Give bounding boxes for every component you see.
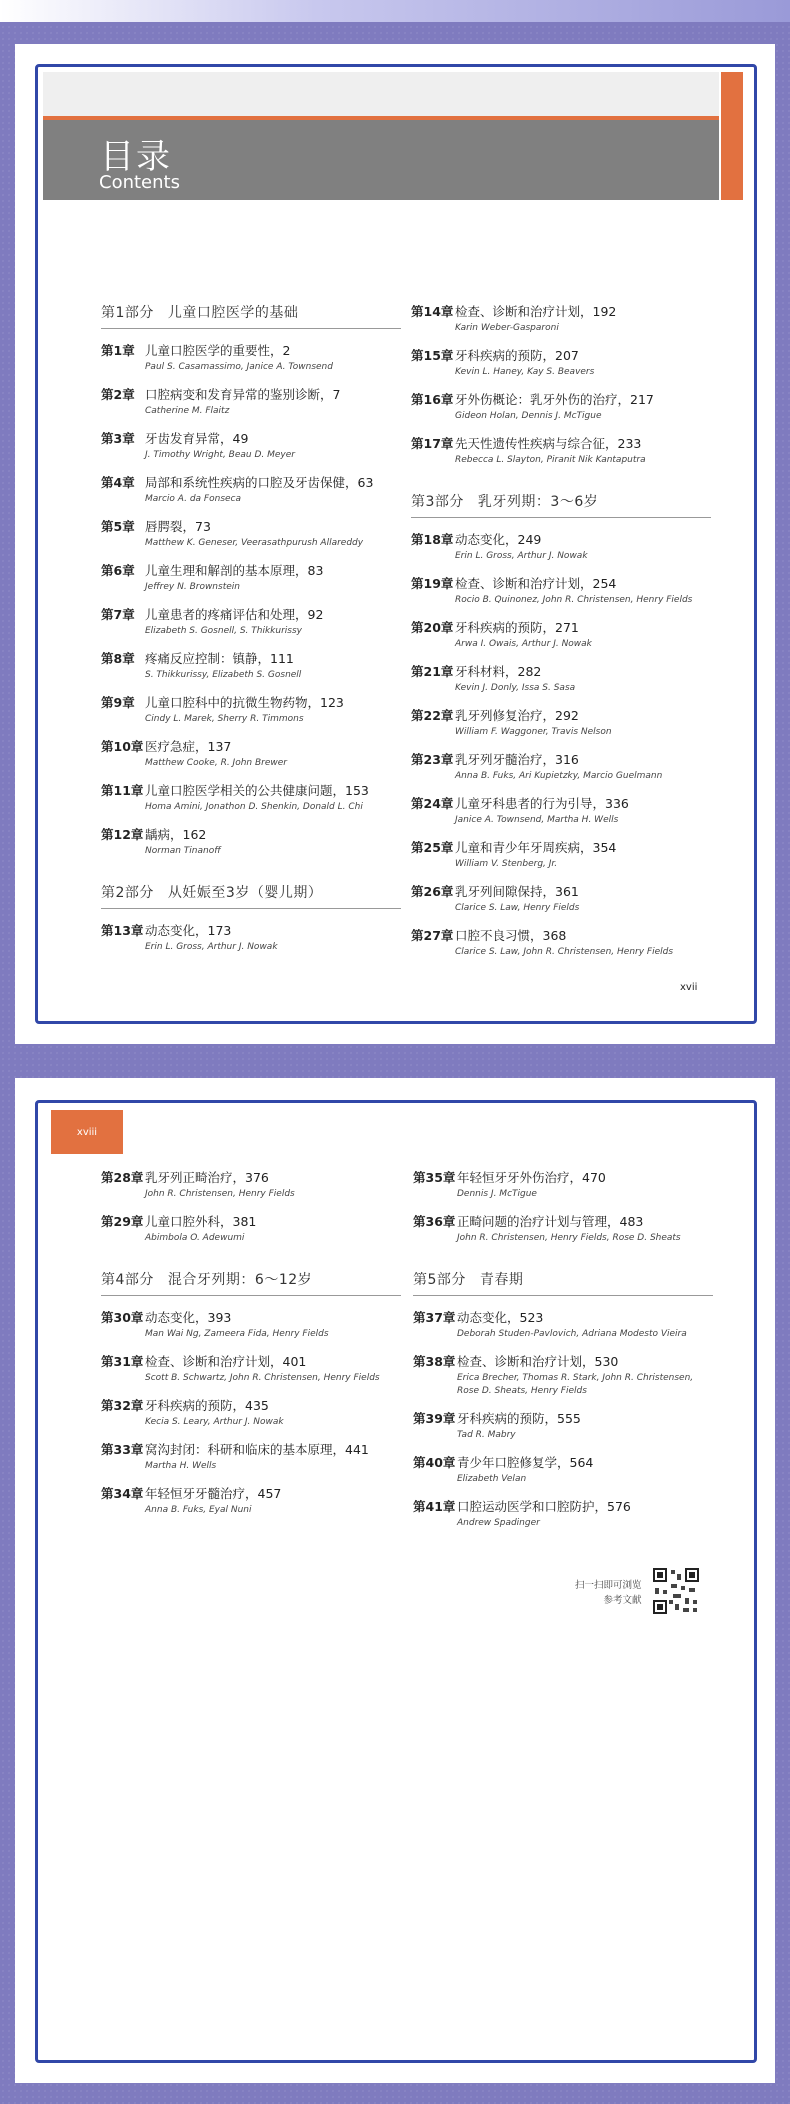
toc-entry[interactable] [411,530,711,563]
toc-entry[interactable] [101,341,401,374]
toc-entry[interactable] [101,605,401,638]
chapter-title: 牙科疾病的预防，207 [455,348,579,363]
chapter-number: 第6章 [101,563,135,578]
chapter-authors: Marcio A. da Fonseca [145,494,242,504]
chapter-title: 疼痛反应控制：镇静，111 [145,651,294,666]
chapter-number: 第32章 [101,1398,144,1413]
chapter-number: 第25章 [411,840,454,855]
toc-entry[interactable] [413,1168,713,1201]
toc-entry[interactable] [101,385,401,418]
chapter-authors: Tad R. Mabry [457,1430,516,1440]
toc-section [411,302,711,467]
chapter-authors: Dennis J. McTigue [457,1189,537,1199]
chapter-authors: Clarice S. Law, Henry Fields [455,903,580,913]
toc-section [101,1269,401,1517]
chapter-authors: Arwa I. Owais, Arthur J. Nowak [455,639,592,649]
chapter-authors: Norman Tinanoff [145,846,221,856]
chapter-number: 第4章 [101,475,135,490]
chapter-number: 第11章 [101,783,144,798]
chapter-number: 第20章 [411,620,454,635]
chapter-authors: Kevin L. Haney, Kay S. Beavers [455,367,595,377]
chapter-title: 动态变化，249 [455,532,542,547]
toc-entry[interactable] [411,838,711,871]
chapter-authors: Cindy L. Marek, Sherry R. Timmons [145,714,304,724]
toc-entry-line [101,1484,401,1502]
chapter-title: 口腔运动医学和口腔防护，576 [457,1499,631,1514]
chapter-authors: Matthew K. Geneser, Veerasathpurush Allareddy [145,538,364,548]
toc-column-right [411,302,711,970]
chapter-number: 第31章 [101,1354,144,1369]
toc-entry-line [411,574,711,592]
chapter-number: 第13章 [101,923,144,938]
section-title: 儿童口腔医学的基础 [167,305,299,321]
toc-section [101,1168,401,1245]
toc-column-left [101,302,401,965]
toc-entry-line [101,921,401,939]
chapter-authors: Elizabeth S. Gosnell, S. Thikkurissy [145,626,303,636]
section-title: 混合牙列期：6～12岁 [167,1272,313,1288]
section-title: 青春期 [479,1272,524,1288]
toc-entry-line [101,517,401,535]
chapter-number: 第30章 [101,1310,144,1325]
toc-entry[interactable] [101,473,401,506]
toc-entry-line [101,429,401,447]
chapter-title: 儿童生理和解剖的基本原理，83 [145,563,324,578]
chapter-title: 检查、诊断和治疗计划，530 [457,1354,619,1369]
chapter-authors: Elizabeth Velan [457,1474,527,1484]
toc-section [101,882,401,954]
chapter-authors: Matthew Cooke, R. John Brewer [145,758,287,768]
chapter-number: 第7章 [101,607,135,622]
page-title-en: Contents [99,172,180,193]
toc-entry[interactable] [101,693,401,726]
toc-column-right [413,1168,713,1541]
toc-entry-line [101,1440,401,1458]
toc-entry[interactable] [411,390,711,423]
chapter-authors: William F. Waggoner, Travis Nelson [455,727,612,737]
chapter-title: 牙齿发育异常，49 [145,431,249,446]
toc-entry-line [101,649,401,667]
section-part-label: 第3部分 [411,494,464,510]
toc-entry-line [101,473,401,491]
chapter-number: 第34章 [101,1486,144,1501]
chapter-title: 唇腭裂，73 [145,519,211,534]
toc-entry[interactable] [413,1497,713,1530]
header-band-light [43,72,719,116]
chapter-authors: Rocio B. Quinonez, John R. Christensen, Henry Fields [455,595,693,605]
page-number-tab: xviii [51,1110,123,1154]
chapter-title: 龋病，162 [145,827,207,842]
section-heading [101,882,401,909]
chapter-title: 乳牙列牙髓治疗，316 [455,752,579,767]
page-title-cn: 目录 [100,137,172,177]
chapter-number: 第18章 [411,532,454,547]
toc-entry[interactable] [101,517,401,550]
chapter-number: 第27章 [411,928,454,943]
toc-entry-line [413,1308,713,1326]
toc-entry[interactable] [413,1212,713,1245]
chapter-title: 牙外伤概论：乳牙外伤的治疗，217 [455,392,654,407]
chapter-title: 牙科材料，282 [455,664,542,679]
toc-entry-line [411,618,711,636]
toc-column-left [101,1168,401,1528]
chapter-title: 检查、诊断和治疗计划，401 [145,1354,307,1369]
chapter-title: 年轻恒牙牙髓治疗，457 [145,1486,282,1501]
toc-entry[interactable] [411,346,711,379]
chapter-authors: Kevin J. Donly, Issa S. Sasa [455,683,576,693]
toc-entry-line [411,530,711,548]
toc-entry-line [411,346,711,364]
chapter-number: 第14章 [411,304,454,319]
chapter-authors: Andrew Spadinger [457,1518,540,1528]
section-heading [101,302,401,329]
toc-entry-line [413,1409,713,1427]
chapter-authors: Erin L. Gross, Arthur J. Nowak [455,551,588,561]
chapter-authors: John R. Christensen, Henry Fields, Rose D. Sheats [457,1233,681,1243]
chapter-authors: Anna B. Fuks, Eyal Nuni [145,1505,252,1515]
toc-entry-line [101,781,401,799]
toc-section [101,302,401,858]
section-part-label: 第2部分 [101,885,154,901]
toc-entry-line [411,434,711,452]
toc-entry-line [101,737,401,755]
toc-entry-line [101,1396,401,1414]
toc-entry-line [413,1497,713,1515]
toc-entry[interactable] [101,429,401,462]
toc-entry-line [101,385,401,403]
chapter-authors: Scott B. Schwartz, John R. Christensen, Henry Fields [145,1373,380,1383]
toc-entry-line [411,302,711,320]
toc-entry[interactable] [411,302,711,335]
toc-entry[interactable] [101,1168,401,1201]
chapter-authors: Anna B. Fuks, Ari Kupietzky, Marcio Guelmann [455,771,663,781]
chapter-title: 窝沟封闭：科研和临床的基本原理，441 [145,1442,369,1457]
chapter-number: 第10章 [101,739,144,754]
toc-entry-line [101,1212,401,1230]
toc-entry[interactable] [101,781,401,814]
chapter-authors: Man Wai Ng, Zameera Fida, Henry Fields [145,1329,329,1339]
toc-entry[interactable] [411,618,711,651]
section-part-label: 第4部分 [101,1272,154,1288]
toc-entry[interactable] [411,434,711,467]
chapter-number: 第8章 [101,651,135,666]
chapter-number: 第16章 [411,392,454,407]
chapter-number: 第28章 [101,1170,144,1185]
chapter-title: 牙科疾病的预防，555 [457,1411,581,1426]
chapter-number: 第3章 [101,431,135,446]
section-heading [413,1269,713,1296]
chapter-authors: J. Timothy Wright, Beau D. Meyer [145,450,295,460]
section-heading [101,1269,401,1296]
toc-entry-line [101,1352,401,1370]
toc-section [413,1269,713,1530]
chapter-authors: Martha H. Wells [145,1461,217,1471]
chapter-number: 第15章 [411,348,454,363]
toc-entry-line [411,838,711,856]
chapter-title: 儿童口腔医学的重要性，2 [145,343,291,358]
chapter-title: 儿童口腔科中的抗微生物药物，123 [145,695,344,710]
toc-entry-line [413,1352,713,1370]
qr-caption-line: 参考文献 [603,1595,642,1606]
toc-entry-line [101,341,401,359]
chapter-title: 局部和系统性疾病的口腔及牙齿保健，63 [145,475,374,490]
chapter-number: 第22章 [411,708,454,723]
chapter-number: 第9章 [101,695,135,710]
toc-entry[interactable] [411,662,711,695]
toc-entry[interactable] [101,561,401,594]
section-title: 乳牙列期：3～6岁 [477,494,599,510]
chapter-authors: Homa Amini, Jonathon D. Shenkin, Donald L. Chi [145,802,363,812]
chapter-title: 动态变化，523 [457,1310,544,1325]
chapter-authors: Catherine M. Flaitz [145,406,230,416]
chapter-title: 乳牙列正畸治疗，376 [145,1170,269,1185]
chapter-number: 第17章 [411,436,454,451]
chapter-authors: Karin Weber-Gasparoni [455,323,559,333]
toc-entry-line [101,605,401,623]
toc-entry[interactable] [101,921,401,954]
toc-entry-line [411,390,711,408]
chapter-title: 儿童和青少年牙周疾病，354 [455,840,617,855]
toc-entry-line [101,825,401,843]
toc-entry[interactable] [411,750,711,783]
chapter-number: 第21章 [411,664,454,679]
chapter-authors: Janice A. Townsend, Martha H. Wells [455,815,619,825]
toc-entry[interactable] [413,1308,713,1341]
chapter-title: 医疗急症，137 [145,739,232,754]
chapter-authors: Kecia S. Leary, Arthur J. Nowak [145,1417,284,1427]
toc-entry[interactable] [101,1212,401,1245]
chapter-authors: Abimbola O. Adewumi [145,1233,245,1243]
chapter-number: 第2章 [101,387,135,402]
chapter-authors: Erica Brecher, Thomas R. Stark, John R. Christensen, Rose D. Sheats, Henry Fields [457,1373,694,1396]
toc-entry-line [413,1212,713,1230]
chapter-authors: Rebecca L. Slayton, Piranit Nik Kantaputra [455,455,646,465]
toc-entry[interactable] [411,574,711,607]
toc-entry[interactable] [411,882,711,915]
toc-entry[interactable] [101,649,401,682]
toc-entry[interactable] [413,1409,713,1442]
chapter-authors: Gideon Holan, Dennis J. McTigue [455,411,602,421]
chapter-title: 检查、诊断和治疗计划，192 [455,304,617,319]
toc-entry-line [411,794,711,812]
toc-entry-line [413,1453,713,1471]
chapter-title: 先天性遗传性疾病与综合征，233 [455,436,642,451]
toc-entry-line [101,1168,401,1186]
toc-entry[interactable] [101,1440,401,1473]
header-accent-block [721,72,743,200]
toc-entry[interactable] [411,706,711,739]
toc-entry[interactable] [101,1484,401,1517]
toc-entry-line [411,706,711,724]
section-part-label: 第1部分 [101,305,154,321]
chapter-number: 第36章 [413,1214,456,1229]
chapter-number: 第24章 [411,796,454,811]
toc-entry-line [411,926,711,944]
qr-caption-line: 扫一扫即可浏览 [575,1580,642,1591]
chapter-number: 第29章 [101,1214,144,1229]
toc-entry[interactable] [411,926,711,959]
chapter-title: 动态变化，393 [145,1310,232,1325]
chapter-number: 第19章 [411,576,454,591]
top-gradient-strip [0,0,790,22]
page-number: xvii [680,982,698,993]
chapter-title: 青少年口腔修复学，564 [457,1455,594,1470]
chapter-number: 第38章 [413,1354,456,1369]
qr-code-icon[interactable] [651,1566,701,1616]
chapter-number: 第37章 [413,1310,456,1325]
chapter-title: 口腔不良习惯，368 [455,928,567,943]
chapter-authors: John R. Christensen, Henry Fields [145,1189,295,1199]
chapter-title: 儿童口腔外科，381 [145,1214,257,1229]
section-title: 从妊娠至3岁（婴儿期） [167,885,323,901]
chapter-title: 乳牙列间隙保持，361 [455,884,579,899]
chapter-number: 第5章 [101,519,135,534]
qr-caption [575,1578,642,1608]
toc-entry[interactable] [413,1352,713,1398]
toc-entry[interactable] [413,1453,713,1486]
chapter-title: 口腔病变和发育异常的鉴别诊断，7 [145,387,341,402]
chapter-authors: Deborah Studen-Pavlovich, Adriana Modesto Vieira [457,1329,687,1339]
chapter-number: 第1章 [101,343,135,358]
toc-entry[interactable] [101,1396,401,1429]
chapter-title: 儿童牙科患者的行为引导，336 [455,796,629,811]
toc-entry-line [413,1168,713,1186]
chapter-authors: Jeffrey N. Brownstein [145,582,240,592]
section-heading [411,491,711,518]
chapter-title: 儿童患者的疼痛评估和处理，92 [145,607,324,622]
chapter-title: 牙科疾病的预防，271 [455,620,579,635]
toc-entry[interactable] [101,1352,401,1385]
chapter-number: 第39章 [413,1411,456,1426]
toc-entry-line [101,561,401,579]
toc-entry[interactable] [411,794,711,827]
chapter-authors: William V. Stenberg, Jr. [455,859,558,869]
chapter-title: 乳牙列修复治疗，292 [455,708,579,723]
chapter-number: 第23章 [411,752,454,767]
toc-entry-line [411,882,711,900]
toc-section [411,491,711,959]
toc-entry-line [101,1308,401,1326]
toc-entry[interactable] [101,1308,401,1341]
chapter-number: 第40章 [413,1455,456,1470]
chapter-authors: Paul S. Casamassimo, Janice A. Townsend [145,362,333,372]
toc-page-2 [15,1078,775,2083]
section-part-label: 第5部分 [413,1272,466,1288]
chapter-title: 检查、诊断和治疗计划，254 [455,576,617,591]
chapter-title: 牙科疾病的预防，435 [145,1398,269,1413]
toc-entry[interactable] [101,737,401,770]
toc-section [413,1168,713,1245]
chapter-number: 第33章 [101,1442,144,1457]
toc-entry-line [101,693,401,711]
chapter-number: 第41章 [413,1499,456,1514]
toc-entry-line [411,750,711,768]
chapter-title: 年轻恒牙牙外伤治疗，470 [457,1170,606,1185]
chapter-number: 第26章 [411,884,454,899]
chapter-title: 正畸问题的治疗计划与管理，483 [457,1214,644,1229]
chapter-authors: S. Thikkurissy, Elizabeth S. Gosnell [145,670,302,680]
toc-entry[interactable] [101,825,401,858]
toc-page-1 [15,44,775,1044]
chapter-title: 儿童口腔医学相关的公共健康问题，153 [145,783,369,798]
toc-entry-line [411,662,711,680]
chapter-authors: Clarice S. Law, John R. Christensen, Henry Fields [455,947,674,957]
chapter-title: 动态变化，173 [145,923,232,938]
chapter-authors: Erin L. Gross, Arthur J. Nowak [145,942,278,952]
chapter-number: 第12章 [101,827,144,842]
chapter-number: 第35章 [413,1170,456,1185]
